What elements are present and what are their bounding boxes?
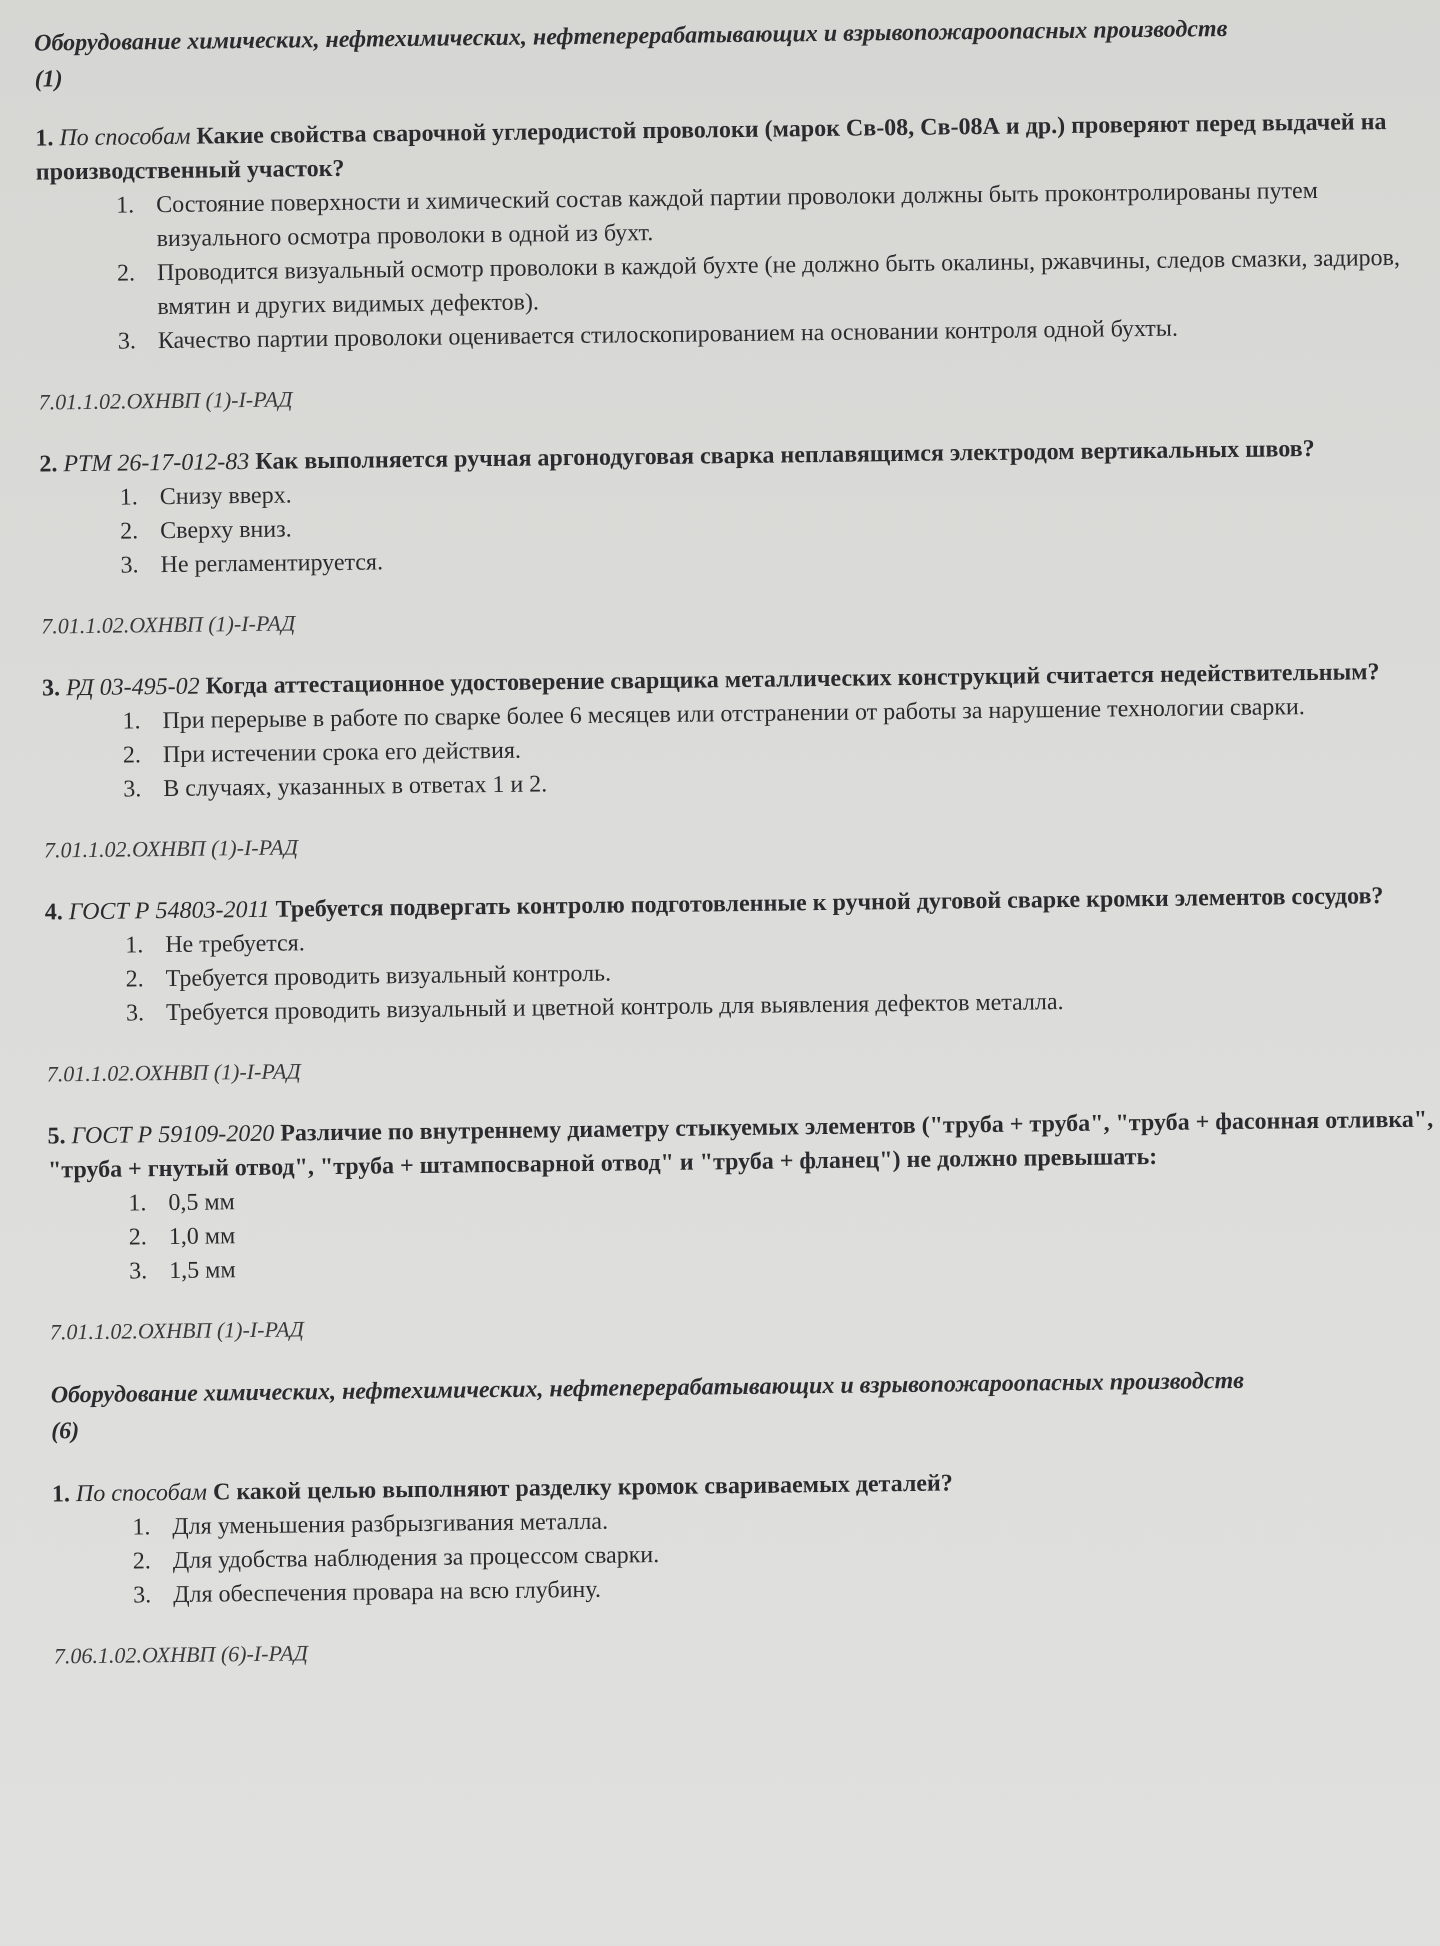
answer-number: 2. [122, 742, 142, 769]
question-number: 1. [35, 125, 54, 152]
answer-number: 1. [116, 192, 135, 219]
question-number: 4. [44, 899, 63, 926]
question-number: 5. [47, 1123, 66, 1150]
question-block [45, 878, 1440, 1089]
answer-text: Для обеспечения провара на всю глубину. [173, 1576, 602, 1609]
section-number: (6) [51, 1418, 80, 1445]
answer-text: Качество партии проволоки оценивается стилоскопированием на основании контроля одной бухты. [157, 315, 1179, 355]
section-title-text: Оборудование химических, нефтехимических, нефтеперерабатывающих и взрывопожароопасных производств [50, 1367, 1245, 1409]
answer-number: 3. [117, 328, 137, 355]
answer-text: Состояние поверхности и химический состав каждой партии проволоки должны быть проконтролированы путем визуального осмотра проволоки в одной из бухт. [156, 177, 1318, 253]
question-source: ГОСТ Р 59109-2020 [71, 1120, 275, 1150]
answer-text: Снизу вверх. [159, 482, 292, 511]
question-number: 1. [51, 1481, 71, 1508]
answer-number: 2. [120, 518, 139, 545]
question-block [52, 1460, 1440, 1671]
answer-text: Требуется проводить визуальный и цветной контроль для выявления дефектов металла. [165, 989, 1064, 1027]
answer-text: 1,0 мм [168, 1223, 236, 1251]
answer-list [36, 172, 1436, 359]
answer-text: При истечении срока его действия. [162, 737, 522, 769]
question-code: 7.01.1.02.ОХНВП (1)-I-РАД [46, 1058, 301, 1087]
section-title [51, 1360, 1440, 1449]
question-block [47, 1102, 1440, 1347]
question-code: 7.06.1.02.ОХНВП (6)-I-РАД [53, 1640, 308, 1669]
question-source: РД 03-495-02 [65, 673, 200, 702]
answer-text: Требуется проводить визуальный контроль. [165, 960, 612, 993]
answer-number: 2. [125, 966, 144, 993]
answer-text: В случаях, указанных в ответах 1 и 2. [163, 771, 548, 803]
question-code: 7.01.1.02.ОХНВП (1)-I-РАД [49, 1316, 304, 1345]
question-code: 7.01.1.02.ОХНВП (1)-I-РАД [43, 834, 299, 863]
answer-number: 3. [123, 776, 142, 803]
answer-text: 0,5 мм [168, 1189, 235, 1217]
answer-text: Сверху вниз. [160, 516, 292, 545]
answer-text: 1,5 мм [169, 1257, 236, 1285]
answer-number: 1. [132, 1514, 151, 1541]
answer-number: 3. [129, 1258, 148, 1285]
question-number: 2. [39, 451, 58, 478]
question-text: Какие свойства сварочной углеродистой проволоки (марок Св-08, Св-08А и др.) проверяют перед выдачей на производственный участок? [35, 109, 1387, 186]
answer-number: 2. [132, 1548, 151, 1575]
answer-text: Для уменьшения разбрызгивания металла. [172, 1508, 609, 1541]
question-code: 7.01.1.02.ОХНВП (1)-I-РАД [41, 610, 296, 639]
answer-text: Не регламентируется. [160, 549, 384, 579]
question-source: РТМ 26-17-012-83 [63, 448, 250, 478]
answer-number: 1. [125, 932, 144, 959]
question-source: ГОСТ Р 54803-2011 [68, 896, 270, 926]
answer-number: 3. [133, 1582, 152, 1609]
answer-list [40, 464, 1439, 583]
question-source: По способам [59, 123, 191, 152]
section-title [34, 9, 1433, 98]
question-block [35, 104, 1437, 417]
answer-number: 2. [116, 260, 136, 287]
question-code: 7.01.1.02.ОХНВП (1)-I-РАД [38, 386, 293, 415]
answer-number: 1. [122, 708, 141, 735]
answer-list [45, 912, 1440, 1031]
section-number: (1) [34, 66, 63, 93]
question-text: Как выполняется ручная аргонодуговая сварка неплавящимся электродом вертикальных швов? [255, 435, 1315, 475]
answer-number: 1. [119, 484, 138, 511]
question-text: Требуется подвергать контролю подготовленные к ручной дуговой сварке кромки элементов сосудов? [275, 883, 1384, 923]
answer-text: Не требуется. [165, 930, 305, 959]
question-text: С какой целью выполняют разделку кромок свариваемых деталей? [212, 1470, 953, 1506]
answer-list [48, 1170, 1440, 1289]
question-block [42, 654, 1440, 865]
answer-list [42, 688, 1440, 807]
question-number: 3. [41, 675, 61, 702]
answer-number: 2. [128, 1224, 147, 1251]
question-source: По способам [75, 1479, 208, 1508]
question-block [39, 430, 1439, 641]
answer-text: При перерыве в работе по сварке более 6 месяцев или отстранении от работы за нарушение технологии сварки. [162, 694, 1305, 735]
answer-text: Для удобства наблюдения за процессом сварки. [172, 1542, 660, 1575]
answer-number: 1. [128, 1190, 147, 1217]
answer-number: 3. [125, 1000, 145, 1027]
question-text: Когда аттестационное удостоверение сварщика металлических конструкций считается недействительным? [205, 659, 1380, 700]
answer-list [52, 1494, 1440, 1613]
section-title-text: Оборудование химических, нефтехимических, нефтеперерабатывающих и взрывопожароопасных производств [34, 16, 1228, 57]
question-text: Различие по внутреннему диаметру стыкуемых элементов ("труба + труба", "труба + фасонная отливка", "труба + гнутый отвод", "труба + штампосварной отвод" и "труба + фланец") не должно превышать: [47, 1106, 1434, 1184]
answer-number: 3. [120, 552, 139, 579]
document-page [0, 8, 1440, 1945]
answer-text: Проводится визуальный осмотр проволоки в каждой бухте (не должно быть окалины, ржавчины, следов смазки, задиров, вмятин и других видимых дефектов). [156, 244, 1401, 321]
